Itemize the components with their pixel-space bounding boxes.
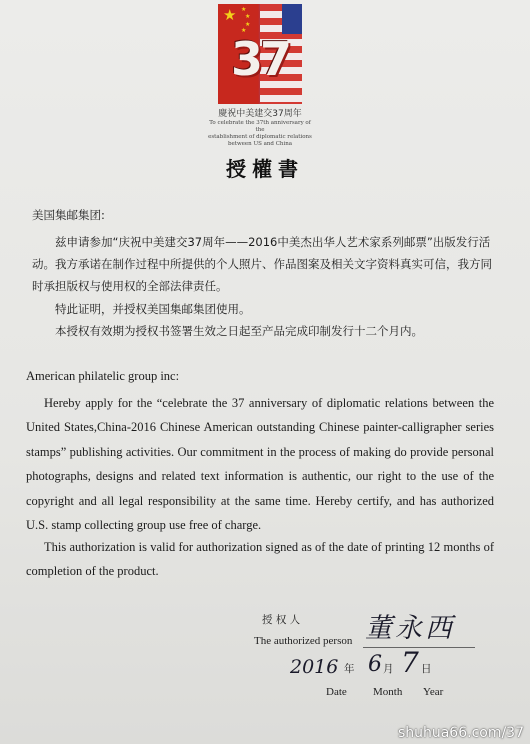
china-small-star-icon: ★ [245,13,251,20]
logo-number: 37 [230,32,289,86]
chinese-salutation: 美国集邮集团: [32,208,105,222]
site-watermark: shuhua66.com/37 [397,725,524,741]
date-month-handwritten: 6 [368,652,382,677]
english-salutation: American philatelic group inc: [26,369,180,383]
logo-caption-line: between US and China [227,141,293,147]
logo-caption-chinese: 慶祝中美建交37周年 [218,109,302,119]
document-title: 授權書 [226,157,304,181]
date-month-unit: 月 [383,663,394,675]
signature-line [363,647,475,648]
china-small-star-icon: ★ [241,27,247,34]
chinese-paragraph: 本授权有效期为授权书签署生效之日起至产品完成印制发行十二个月内。 [55,324,423,338]
china-big-star-icon: ★ [223,6,237,24]
date-label: Date [326,686,347,698]
china-small-star-icon: ★ [245,21,251,28]
date-year-unit: 年 [344,663,355,675]
us-flag-canton [282,4,302,34]
english-paragraph: Hereby apply for the “celebrate the 37 anniversary of diplomatic relations between the United States,China-2016 Chinese American outstanding Chinese painter-calligrapher series stamps” publishing activities. Our commitment in the process of making do provide personal photographs, designs and related text information is authentic, our right to the use of the copyright and all legal responsibility at the same time. Hereby certify, and has authorized U.S. stamp collecting group use free of charge. [26,396,494,533]
flags-logo-art [218,4,302,104]
date-day-handwritten: 7 [401,646,419,679]
logo-caption-english [204,120,316,148]
chinese-paragraph: 特此证明，并授权美国集邮集团使用。 [55,302,251,316]
date-day-unit: 日 [421,663,432,675]
chinese-paragraph: 兹申请参加“庆祝中美建交37周年——2016中美杰出华人艺术家系列邮票”出版发行活动。我方承诺在制作过程中所提供的个人照片、作品图案及相关文字资料真实可信，我方同时承担版权与使用权的全部法律责任。 [32,235,492,293]
english-paragraph: This authorization is valid for authorization signed as of the date of printing 12 months of completion of the product. [26,540,494,579]
month-label: Month [373,686,403,698]
handwritten-signature: 董永西 [365,613,455,644]
logo-caption-line: establishment of diplomatic relations [208,134,312,140]
china-small-star-icon: ★ [241,6,247,13]
authorized-person-label-en: The authorized person [254,635,353,647]
authorized-person-label-cn: 授 权 人 [262,614,301,626]
date-year-handwritten: 2016 [290,656,339,678]
logo-caption-line: To celebrate the 37th anniversary of the [209,120,311,133]
anniversary-logo [218,4,302,104]
year-label: Year [423,686,444,698]
